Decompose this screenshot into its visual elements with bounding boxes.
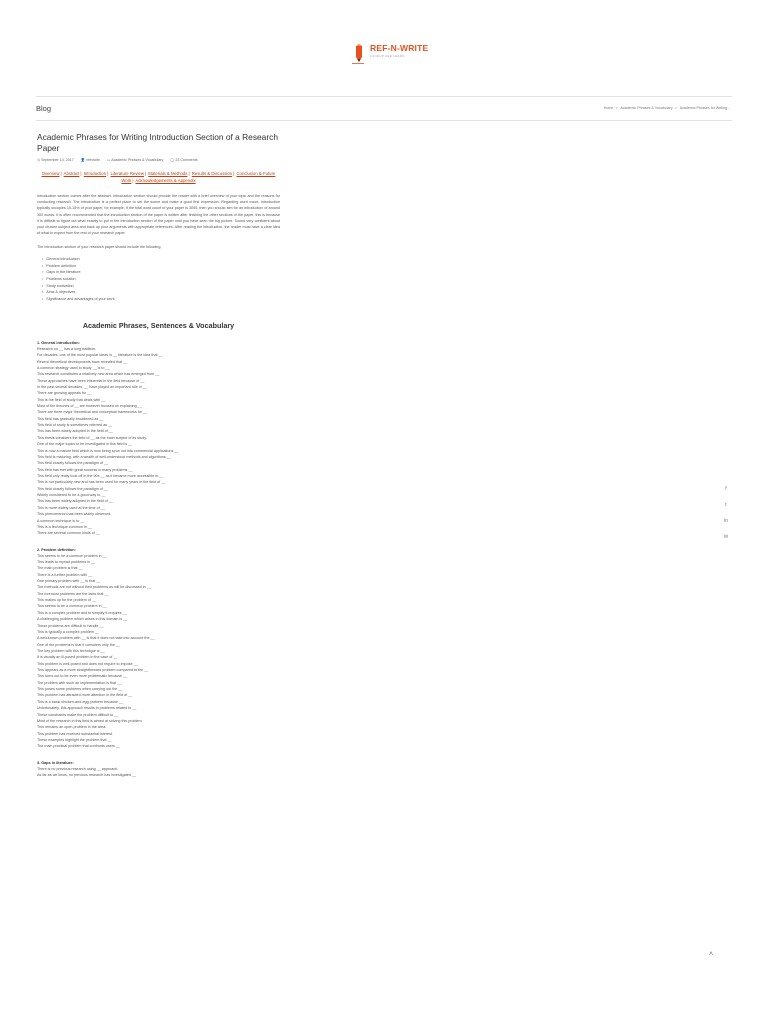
- phrase-item: This research constitutes a relatively new area which has emerged from __: [37, 372, 160, 377]
- phrase-item: A common strategy used to study __ is to __: [37, 365, 110, 370]
- phrase-item: This phenomenon has been widely observed.: [37, 512, 112, 517]
- post-meta: [37, 158, 280, 162]
- phrase-item: For decades, one of the most popular ideas in __ literature is the idea that __: [37, 353, 163, 358]
- section-title: 2. Problem definition:: [37, 547, 76, 552]
- phrase-item: Recent theoretical developments have revealed that __: [37, 359, 128, 364]
- phrase-item: This is a technique common in __: [37, 524, 92, 529]
- phrase-item: This is not particularly new and has been used for many years in the field of __: [37, 480, 166, 485]
- phrase-item: The key problem with this technique is __: [37, 648, 105, 653]
- intro-paragraph: Introduction section comes after the abstract. Introduction section should provide the reader with a brief overview of your topic and the reasons for conducting research. The introduction is a perfect place to set the scene and make a good first impression. Regarding word count, introduction typically occupies 10-15% of your paper, for example, if the total word count of your paper is 3000, then you should aim for an introduction of around 300 words. It is often recommended that the introduction section of the paper is written after finishing the other sections of the paper, this is because it is difficult to figure out what exactly to put in the introduction section of the paper until you have seen the big picture. Sound very confident about your chosen subject area and back up your arguments with appropriate references. After reading the introduction, the reader must have a clear idea of what to expect from the rest of your research paper.: [37, 194, 280, 235]
- phrase-item: This field is maturing, with a wealth of well-understood methods and algorithms __: [37, 454, 171, 459]
- topic-item: • Study motivation: [42, 283, 280, 290]
- phrase-item: Unfortunately, this approach results in problems related to __: [37, 706, 137, 711]
- post-date: ◷ September 14, 2017: [37, 158, 74, 163]
- breadcrumb-home[interactable]: Home: [603, 106, 614, 110]
- phrase-item: This remains an open problem in the area.: [37, 725, 107, 730]
- post-comments[interactable]: ◯ 23 Comments: [170, 158, 198, 163]
- phrase-item: This problem is well-posed and does not require to impose __: [37, 661, 138, 666]
- phrase-item: A challenging problem which arises in this domain is __: [37, 617, 128, 622]
- section-nav: Overview| Abstract| Introduction| Literature Review| Materials & Methods| Results & Discussion| Conclusion & Future Work| Acknowledgements & Appendix: [41, 171, 276, 183]
- phrase-item: This field of study is sometimes referred as __: [37, 423, 113, 428]
- phrase-item: This leads to myriad problems in __: [37, 559, 96, 564]
- phrase-item: As far as we know, no previous research has investigated __: [37, 773, 137, 778]
- topic-item: • Problems solution: [42, 276, 280, 283]
- phrase-item: This is the field of study that deals with __: [37, 397, 106, 402]
- phrase-item: This field closely follows the paradigm of __: [37, 461, 109, 466]
- phrase-item: This appears as a more straightforward problem compared to the __: [37, 668, 149, 673]
- phrase-item: This has been widely adopted in the field of __: [37, 429, 113, 434]
- phrase-item: This poses some problems when carrying out the __: [37, 687, 123, 692]
- section-title: 3. Gaps in literature:: [37, 760, 74, 765]
- phrase-item: This seems to be a common problem in __: [37, 553, 107, 558]
- phrases-heading: Academic Phrases, Sentences & Vocabulary: [82, 320, 235, 330]
- topic-item: • General introduction: [42, 256, 280, 263]
- phrase-item: These problems are difficult to handle __: [37, 623, 104, 628]
- nav-link-results-discussion[interactable]: Results & Discussion: [191, 171, 233, 177]
- nav-link-abstract[interactable]: Abstract: [63, 171, 80, 177]
- phrase-item: There are growing appeals for __: [37, 391, 92, 396]
- phrase-item: The main problem is that __: [37, 566, 83, 571]
- social-share-bar: [717, 486, 735, 550]
- phrase-item: One of the major topics to be investigated in this field is __: [37, 442, 133, 447]
- phrase-item: Most of the research in this field is aimed at solving this problem.: [37, 718, 143, 723]
- phrase-item: Widely considered to be a good way to __: [37, 493, 106, 498]
- phrase-sections: [37, 340, 280, 779]
- phrase-item: There is a further problem with __: [37, 572, 93, 577]
- post-category[interactable]: ▭ Academic Phrases & Vocabulary: [106, 158, 164, 163]
- phrase-item: In the past several decades, __ have played an important role in __: [37, 384, 147, 389]
- topic-item: • Aims & objectives: [42, 289, 280, 296]
- brand-tagline: LOOKUP AND LEARN: [370, 54, 405, 58]
- facebook-icon[interactable]: f: [725, 486, 727, 492]
- breadcrumb-category[interactable]: Academic Phrases & Vocabulary: [620, 106, 673, 110]
- phrase-item: There are several common kinds of __: [37, 531, 100, 536]
- page-title: Academic Phrases for Writing Introduction Section of a Research Paper: [37, 132, 278, 154]
- article: [37, 132, 280, 778]
- nav-link-introduction[interactable]: Introduction: [83, 171, 107, 177]
- phrase-item: This makes up for the problem of __: [37, 598, 97, 603]
- phrase-item: This is more widely used at the time of __: [37, 505, 105, 510]
- phrase-item: One of the problems is that it considers only the __: [37, 642, 121, 647]
- nav-link-conclusion[interactable]: Conclusion & Future Work: [121, 171, 276, 183]
- phrase-item: The methods are not without their problems as will be discussed in __: [37, 585, 151, 590]
- phrase-item: These examples highlight the problem that __: [37, 738, 112, 742]
- topic-item: • Significance and advantages of your work: [42, 296, 280, 303]
- phrase-item: The foremost problems are the facts that __: [37, 591, 109, 596]
- phrase-item: This seems to be a common problem in __: [37, 604, 107, 609]
- phrase-item: This is a complex problem and to simplify it requires __: [37, 610, 127, 615]
- email-icon[interactable]: ✉: [723, 534, 729, 540]
- phrase-item: This problem has received substantial interest.: [37, 731, 114, 736]
- phrase-item: This field has met with great success in many problems __: [37, 467, 133, 472]
- phrase-item: This field closely follows the paradigm of __: [37, 486, 109, 491]
- nav-link-literature-review[interactable]: Literature Review: [110, 171, 144, 177]
- phrase-item: This thesis considers the field of __ as the main subject of its study.: [37, 435, 147, 440]
- phrase-item: Research on __ has a long tradition.: [37, 346, 97, 351]
- phrase-item: These approaches have been influential in the field because of __: [37, 378, 145, 383]
- phrase-item: This turns out to be even more problematic because __: [37, 674, 128, 679]
- topic-item: • Problem definition: [42, 263, 280, 270]
- phrase-item: This field only really took off in the 90s __ as it became more accessible to __: [37, 473, 164, 478]
- list-lead: The introduction section of your research paper should include the following.: [37, 244, 162, 249]
- scroll-to-top-icon[interactable]: ˄: [708, 951, 714, 958]
- blog-bar: [36, 97, 732, 119]
- phrase-item: These constraints make the problem difficult to __: [37, 712, 119, 717]
- post-author[interactable]: 👤 refnwrite: [80, 158, 100, 163]
- phrase-item: A well-known problem with __ is that it does not take into account the __: [37, 636, 155, 641]
- phrase-item: The main practical problem that confronts users __: [37, 744, 121, 749]
- topic-item: • Gaps in the literature: [42, 269, 280, 276]
- linkedin-icon[interactable]: in: [724, 518, 728, 524]
- topics-list: [37, 256, 280, 303]
- brand-name: REF-N-WRITE: [370, 43, 429, 53]
- divider: [36, 120, 732, 121]
- phrase-item: A common technique is to __: [37, 518, 85, 523]
- site-logo[interactable]: [352, 44, 428, 64]
- pencil-logo-icon: [352, 44, 366, 64]
- phrase-item: The problem with such an implementation is that __: [37, 680, 122, 685]
- phrase-list: [37, 766, 280, 779]
- phrase-item: This has been widely adopted in the field of __: [37, 499, 113, 504]
- nav-link-materials-methods[interactable]: Materials & Methods: [148, 171, 188, 177]
- section-title: 1. General introduction:: [37, 340, 80, 345]
- twitter-icon[interactable]: t: [725, 502, 727, 508]
- phrase-item: This problem has attracted more attention in the field of __: [37, 693, 133, 698]
- nav-link-overview[interactable]: Overview: [41, 171, 60, 177]
- breadcrumb: Home > Academic Phrases & Vocabulary > Academic Phrases for Writing...: [603, 106, 730, 110]
- phrase-item: There are three major theoretical and conceptual frameworks for __: [37, 410, 148, 415]
- phrase-item: This field has gradually broadened as __: [37, 416, 104, 421]
- phrase-item: This is now a mature field which is now being spun out into commercial applications __: [37, 448, 179, 453]
- phrase-list: [37, 346, 280, 537]
- phrase-item: There is no previous research using __ approach.: [37, 766, 119, 771]
- phrase-item: One primary problem with __ is that __: [37, 579, 101, 584]
- breadcrumb-current: Academic Phrases for Writing...: [679, 106, 730, 110]
- site-header: [0, 0, 768, 95]
- blog-label: Blog: [36, 103, 52, 113]
- phrase-list: [37, 553, 280, 750]
- phrase-item: This is a basic chicken-and-egg problem because __: [37, 699, 124, 704]
- phrase-item: Most of the theories of __ are however focused on explaining __: [37, 404, 142, 409]
- phrase-item: This is typically a complex problem __: [37, 629, 100, 634]
- nav-link-acknowledgements[interactable]: Acknowledgements & Appendix: [135, 177, 196, 183]
- phrase-item: It is usually an ill-posed problem in the case of __: [37, 655, 118, 660]
